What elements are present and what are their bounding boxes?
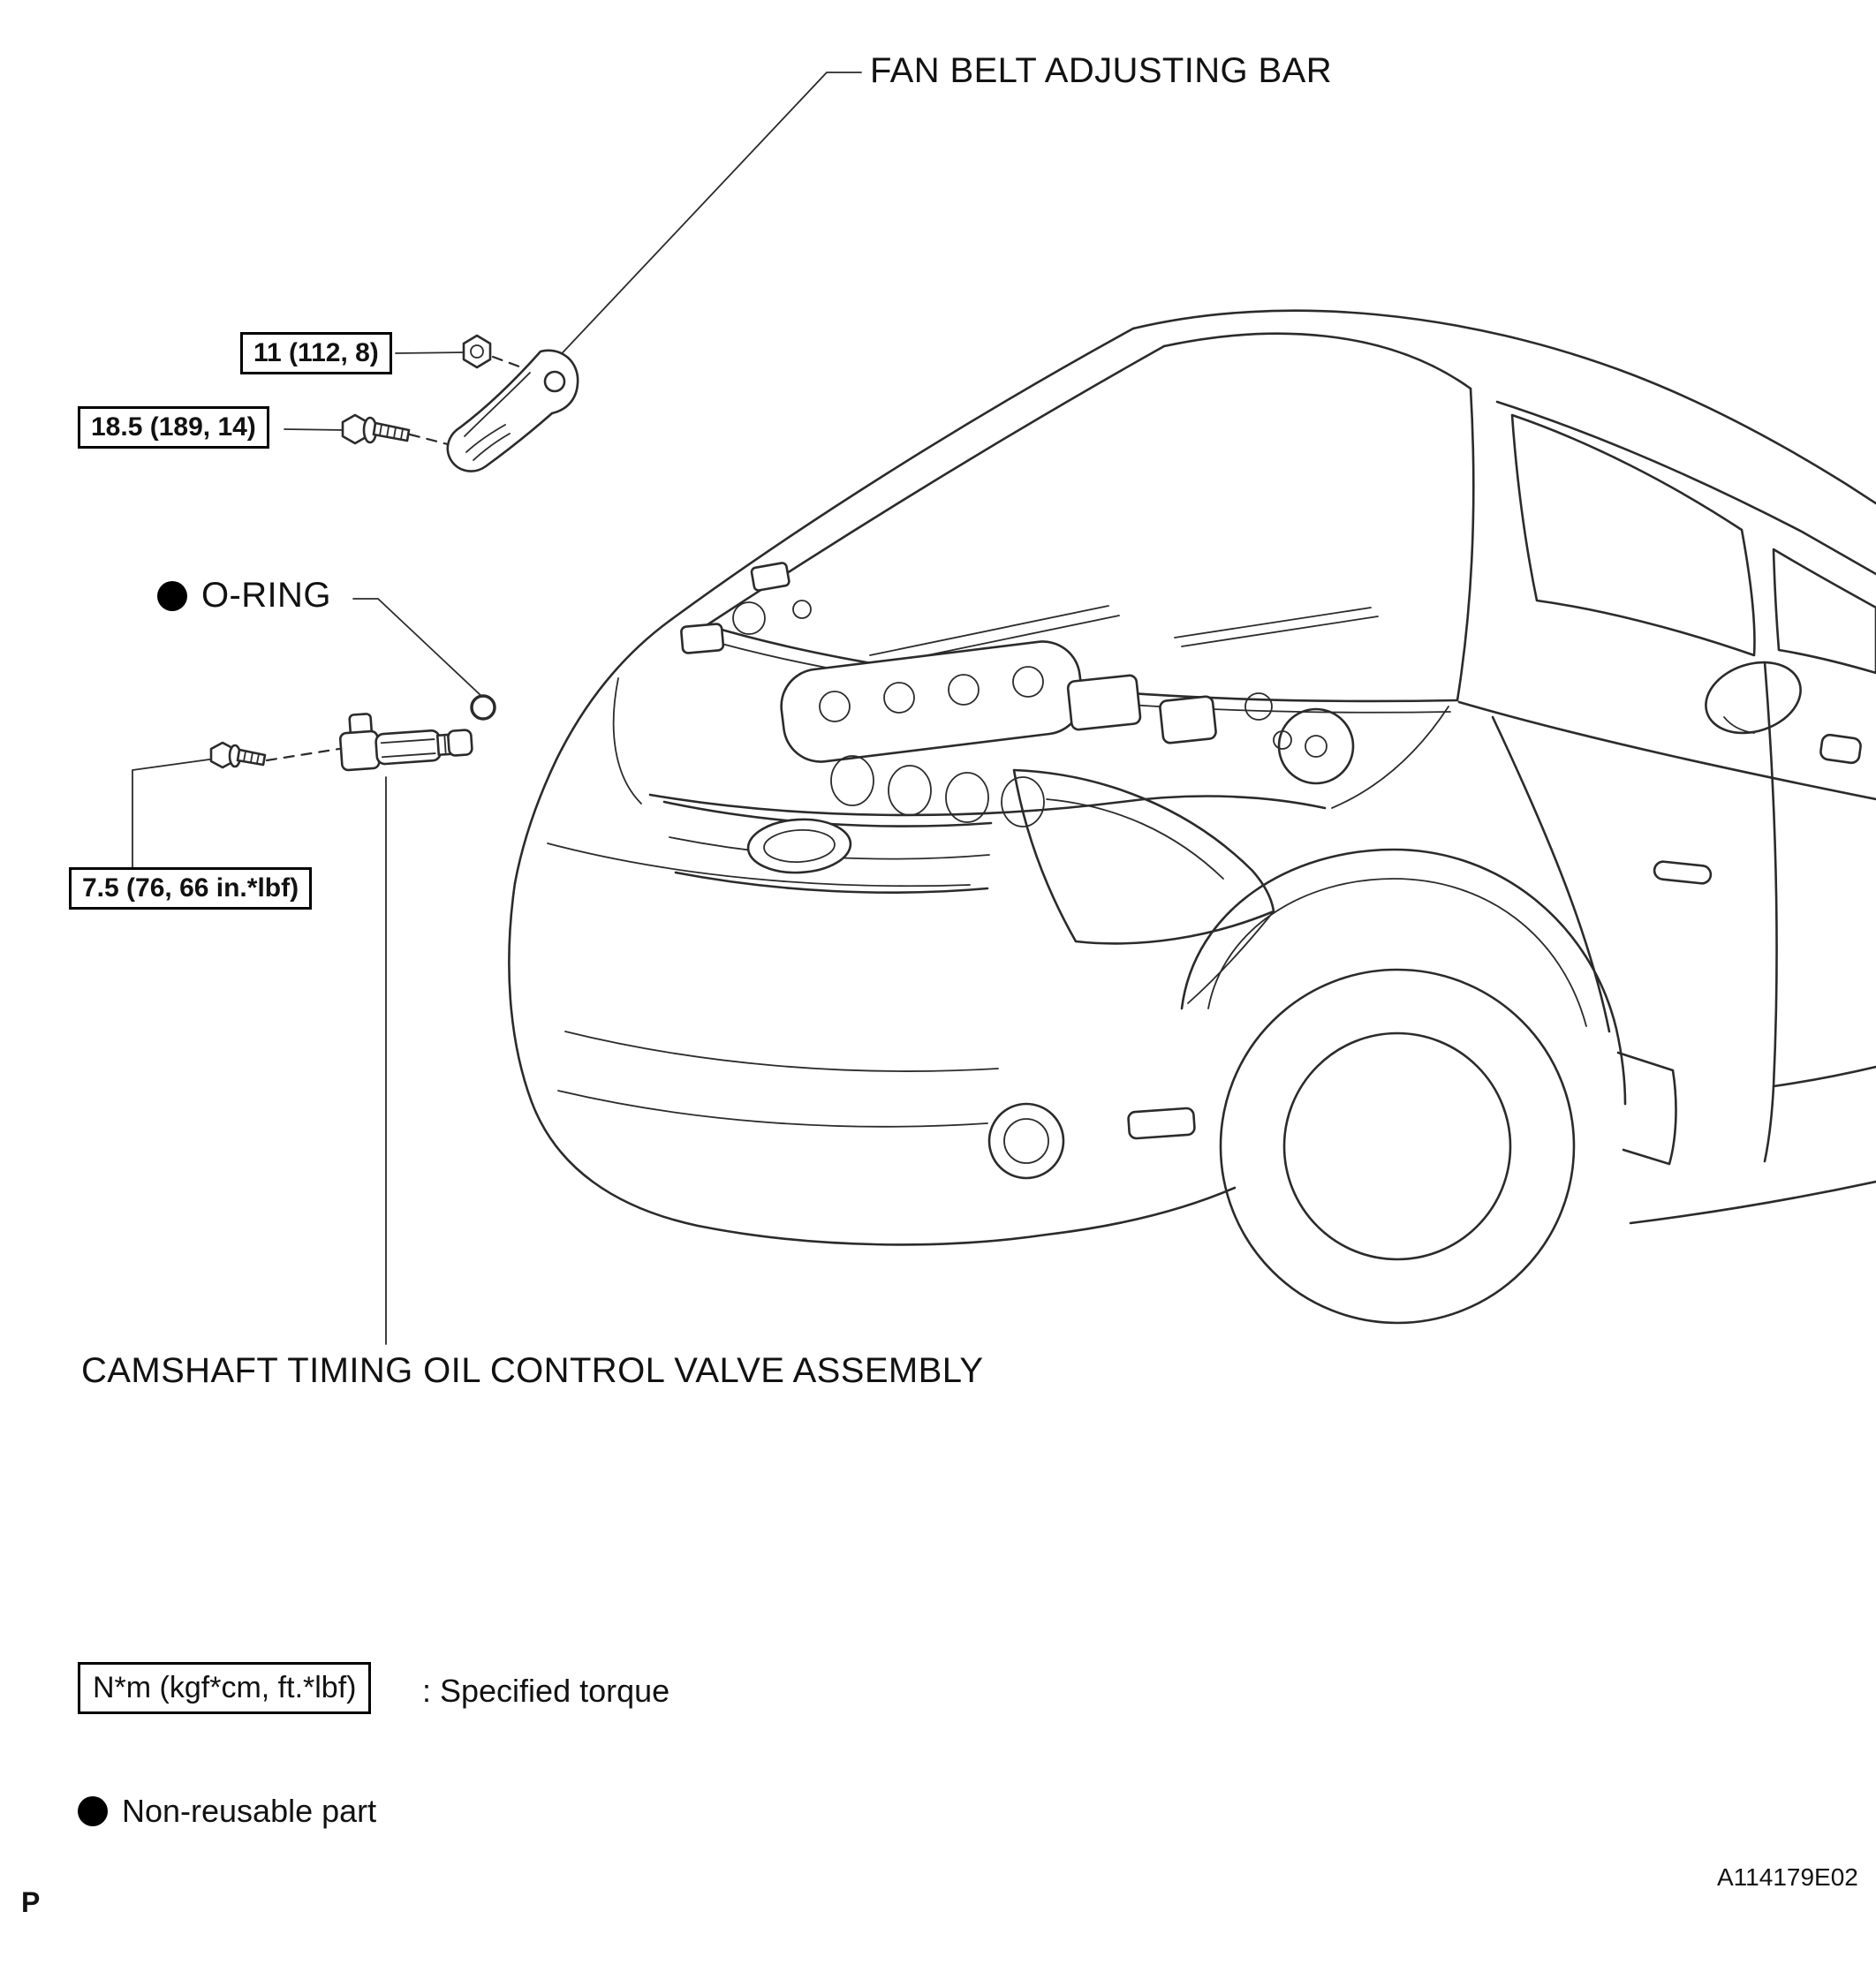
camshaft-valve-assembly-label: CAMSHAFT TIMING OIL CONTROL VALVE ASSEMBLY <box>81 1351 984 1390</box>
non-reusable-caption: Non-reusable part <box>122 1793 377 1829</box>
torque-spec-oil-control-valve-bolt: 7.5 (76, 66 in.*lbf) <box>69 867 312 910</box>
torque-spec-adjusting-bar-nut: 11 (112, 8) <box>240 332 392 374</box>
oil-control-valve-drawing <box>338 706 473 770</box>
non-reusable-bullet-icon <box>157 581 187 611</box>
non-reusable-legend-row <box>78 1793 376 1830</box>
adjusting-bar-nut-drawing <box>464 336 490 367</box>
non-reusable-bullet-icon <box>78 1796 108 1826</box>
o-ring-label-row <box>157 576 331 616</box>
vehicle-line-drawing <box>509 311 1876 1323</box>
torque-spec-adjusting-bar-bolt: 18.5 (189, 14) <box>78 406 269 449</box>
torque-unit-legend-box: N*m (kgf*cm, ft.*lbf) <box>78 1662 371 1714</box>
torque-legend-caption: : Specified torque <box>422 1673 670 1709</box>
o-ring-drawing <box>472 696 495 719</box>
oil-control-valve-bolt-drawing <box>211 743 265 767</box>
adjusting-bar-bolt-drawing <box>343 415 409 443</box>
fan-belt-adjusting-bar-label: FAN BELT ADJUSTING BAR <box>870 51 1332 90</box>
fan-belt-adjusting-bar-drawing <box>448 351 578 472</box>
leader-lines <box>132 72 861 1344</box>
figure-id: A114179E02 <box>1717 1863 1858 1891</box>
o-ring-label: O-RING <box>201 576 331 615</box>
page-marker: P <box>21 1886 41 1918</box>
